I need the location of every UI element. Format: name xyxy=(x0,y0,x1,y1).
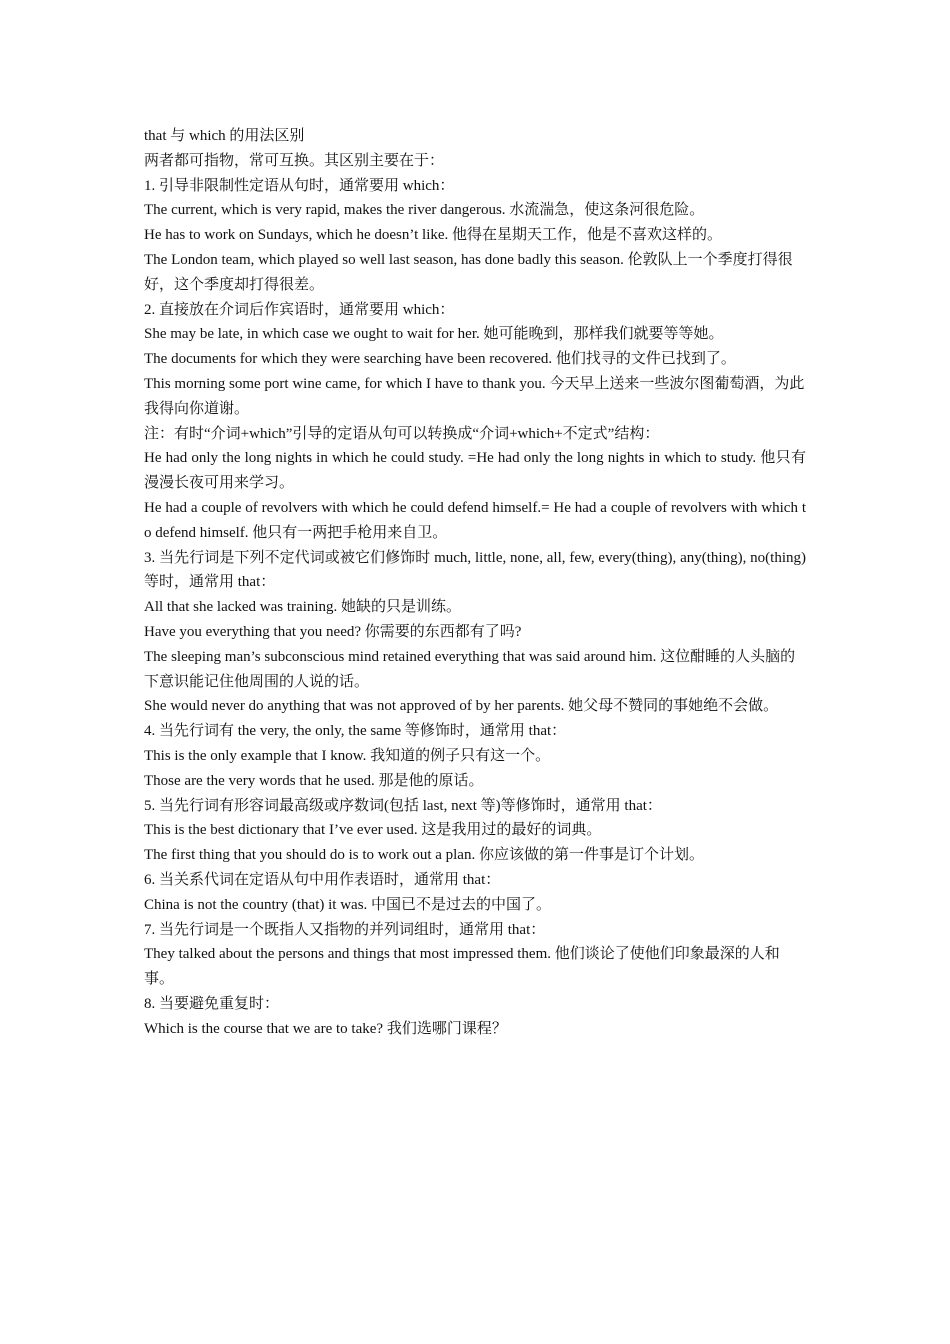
example-sentence: She would never do anything that was not approved of by her parents. 她父母不赞同的事她绝不会做。 xyxy=(144,698,779,715)
example-sentence: The documents for which they were searching have been recovered. 他们找寻的文件已找到了。 xyxy=(144,351,736,368)
rule-heading-8: 8. 当要避免重复时： xyxy=(144,995,280,1012)
rule-heading-5: 5. 当先行词有形容词最高级或序数词(包括 last, next 等)等修饰时，通常用 that： xyxy=(144,797,662,814)
example-sentence: He had only the long nights in which he could study. =He had only the long nights in which to study. 他只有漫漫长夜可用来学习。 xyxy=(144,450,806,492)
example-sentence: He has to work on Sundays, which he doesn’t like. 他得在星期天工作，他是不喜欢这样的。 xyxy=(144,227,723,244)
example-sentence: This is the only example that I know. 我知道的例子只有这一个。 xyxy=(144,747,551,764)
rule-heading-1: 1. 引导非限制性定语从句时，通常要用 which： xyxy=(144,177,455,194)
example-sentence: The current, which is very rapid, makes the river dangerous. 水流湍急，使这条河很危险。 xyxy=(144,202,705,219)
example-sentence: Those are the very words that he used. 那是他的原话。 xyxy=(144,772,484,789)
rule-heading-6: 6. 当关系代词在定语从句中用作表语时，通常用 that： xyxy=(144,871,501,888)
example-sentence: This morning some port wine came, for which I have to thank you. 今天早上送来一些波尔图葡萄酒，为此我得向你道谢。 xyxy=(144,375,805,417)
example-sentence: The first thing that you should do is to work out a plan. 你应该做的第一件事是订个计划。 xyxy=(144,847,704,864)
example-sentence: They talked about the persons and things that most impressed them. 他们谈论了使他们印象最深的人和事。 xyxy=(144,946,780,988)
intro-paragraph: 两者都可指物，常可互换。其区别主要在于： xyxy=(144,152,445,169)
rule-heading-4: 4. 当先行词有 the very, the only, the same 等修饰时，通常用 that： xyxy=(144,723,567,740)
note-paragraph: 注：有时“介词+which”引导的定语从句可以转换成“介词+which+不定式”结构： xyxy=(144,425,660,442)
example-sentence: She may be late, in which case we ought to wait for her. 她可能晚到，那样我们就要等等她。 xyxy=(144,326,724,343)
example-sentence: China is not the country (that) it was. 中国已不是过去的中国了。 xyxy=(144,896,552,913)
rule-heading-2: 2. 直接放在介词后作宾语时，通常要用 which： xyxy=(144,301,455,318)
example-sentence: All that she lacked was training. 她缺的只是训练。 xyxy=(144,599,462,616)
example-sentence: He had a couple of revolvers with which he could defend himself.= He had a couple of revolvers with which to defend himself. 他只有一两把手枪用来自卫。 xyxy=(144,499,806,541)
document-body xyxy=(144,124,806,1041)
example-sentence: The London team, which played so well last season, has done badly this season. 伦敦队上一个季度打得很好，这个季度却打得很差。 xyxy=(144,251,793,293)
example-sentence: Have you everything that you need? 你需要的东西都有了吗? xyxy=(144,623,522,640)
rule-heading-3: 3. 当先行词是下列不定代词或被它们修饰时 much, little, none, all, few, every(thing), any(thing), no(thing) 等时，通常用 that： xyxy=(144,549,806,591)
example-sentence: The sleeping man’s subconscious mind retained everything that was said around him. 这位酣睡的人头脑的下意识能记住他周围的人说的话。 xyxy=(144,648,796,690)
rule-heading-7: 7. 当先行词是一个既指人又指物的并列词组时，通常用 that： xyxy=(144,921,546,938)
example-sentence: This is the best dictionary that I’ve ever used. 这是我用过的最好的词典。 xyxy=(144,822,602,839)
example-sentence: Which is the course that we are to take? 我们选哪门课程？ xyxy=(144,1020,507,1037)
document-title: that 与 which 的用法区别 xyxy=(144,128,305,144)
